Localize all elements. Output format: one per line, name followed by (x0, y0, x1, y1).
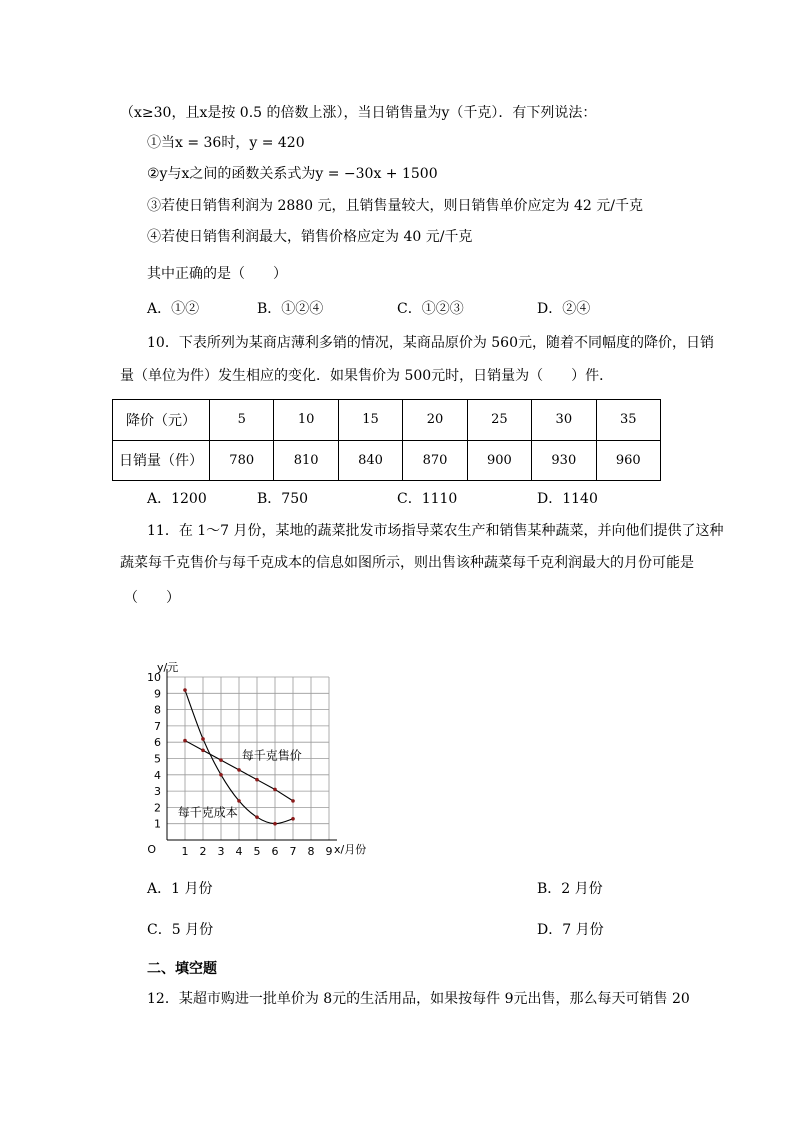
y-tick-label: 10 (147, 671, 161, 684)
q9-question: 其中正确的是（ ） (147, 266, 287, 282)
price-point (291, 799, 295, 803)
table-cell: 10 (274, 400, 338, 441)
price-point (255, 778, 259, 782)
table-cell: 25 (467, 400, 531, 441)
table-cell: 30 (532, 400, 596, 441)
table-row-header: 日销量（件） (113, 440, 210, 481)
q11-option-c: C．5 月份 (147, 922, 214, 938)
price-cost-chart (140, 628, 380, 860)
x-axis-label: x/月份 (334, 843, 367, 856)
price-series-label: 每千克售价 (241, 748, 302, 763)
y-tick-label: 9 (154, 687, 161, 701)
q9-option-b: B．①②④ (257, 301, 324, 317)
x-tick-label: 1 (181, 845, 189, 858)
q10-option-d: D．1140 (537, 491, 598, 507)
q12-line-1: 12．某超市购进一批单价为 8元的生活用品，如果按每件 9元出售，那么每天可销售 20 (147, 991, 690, 1007)
cost-point (201, 737, 205, 741)
statement-1: ①当x = 36时，y = 420 (147, 135, 305, 151)
q10-line-1: 10．下表所列为某商店薄利多销的情况，某商品原价为 560元，随着不同幅度的降价，日销 (147, 335, 714, 351)
y-tick-label: 4 (154, 768, 161, 782)
q9-continuation: （x≥30，且x是按 0.5 的倍数上涨），当日销售量为y（千克）．有下列说法： (120, 105, 597, 121)
x-tick-label: 7 (289, 845, 297, 858)
cost-series-label: 每千克成本 (177, 805, 238, 820)
y-tick-label: 6 (154, 736, 161, 750)
cost-point (255, 815, 259, 819)
table-cell: 960 (596, 440, 660, 481)
cost-point (219, 773, 223, 777)
price-point (183, 739, 187, 743)
x-tick-label: 9 (325, 845, 333, 858)
table-row (113, 400, 661, 441)
q11-line-2: 蔬菜每千克售价与每千克成本的信息如图所示，则出售该种蔬菜每千克利润最大的月份可能是 (120, 555, 694, 571)
cost-point (237, 799, 241, 803)
q10-option-c: C．1110 (397, 491, 458, 507)
chart-ticks (147, 671, 333, 858)
y-tick-label: 3 (154, 785, 161, 799)
table-row (113, 440, 661, 481)
y-axis-label: y/元 (157, 661, 179, 674)
table-cell: 35 (596, 400, 660, 441)
x-tick-label: 2 (199, 845, 207, 858)
x-tick-label: 8 (307, 845, 315, 858)
x-tick-label: 3 (217, 845, 225, 858)
table-cell: 20 (403, 400, 467, 441)
statement-2: ②y与x之间的函数关系式为y = −30x + 1500 (147, 166, 438, 182)
q10-option-a: A．1200 (147, 491, 207, 507)
statement-4: ④若使日销售利润最大，销售价格应定为 40 元/千克 (147, 229, 473, 245)
price-point (219, 758, 223, 762)
q11-line-1: 11．在 1～7 月份，某地的蔬菜批发市场指导菜农生产和销售某种蔬菜，并向他们提供了这种 (147, 523, 724, 539)
table-cell: 5 (210, 400, 274, 441)
q10-option-b: B．750 (257, 491, 309, 507)
statement-3: ③若使日销售利润为 2880 元，且销售量较大，则日销售单价应定为 42 元/千克 (147, 198, 643, 214)
table-cell: 840 (338, 440, 402, 481)
section-title: 二、填空题 (147, 961, 217, 977)
origin-label: O (147, 843, 156, 856)
q9-option-c: C．①②③ (397, 301, 464, 317)
table-cell: 810 (274, 440, 338, 481)
table-row-header: 降价（元） (113, 400, 210, 441)
q11-line-3: （ ） (124, 590, 180, 606)
y-tick-label: 8 (154, 703, 161, 717)
q9-option-d: D．②④ (537, 301, 591, 317)
cost-point (183, 688, 187, 692)
x-tick-label: 5 (253, 845, 261, 858)
y-tick-label: 5 (154, 752, 161, 766)
x-tick-label: 6 (271, 845, 279, 858)
q9-option-a: A．①② (147, 301, 200, 317)
price-point (201, 749, 205, 753)
table-cell: 900 (467, 440, 531, 481)
price-point (237, 768, 241, 772)
y-tick-label: 2 (154, 801, 161, 815)
q11-option-a: A．1 月份 (147, 881, 213, 897)
sales-table (112, 399, 661, 481)
y-tick-label: 1 (154, 817, 161, 831)
table-cell: 15 (338, 400, 402, 441)
price-point (273, 788, 277, 792)
q11-option-d: D．7 月份 (537, 922, 604, 938)
table-cell: 780 (210, 440, 274, 481)
table-cell: 930 (532, 440, 596, 481)
y-tick-label: 7 (154, 719, 161, 733)
x-tick-label: 4 (235, 845, 243, 858)
cost-point (273, 822, 277, 826)
q10-line-2: 量（单位为件）发生相应的变化．如果售价为 500元时，日销量为（ ）件． (120, 368, 614, 384)
q11-option-b: B．2 月份 (537, 881, 603, 897)
cost-point (291, 817, 295, 821)
table-cell: 870 (403, 440, 467, 481)
